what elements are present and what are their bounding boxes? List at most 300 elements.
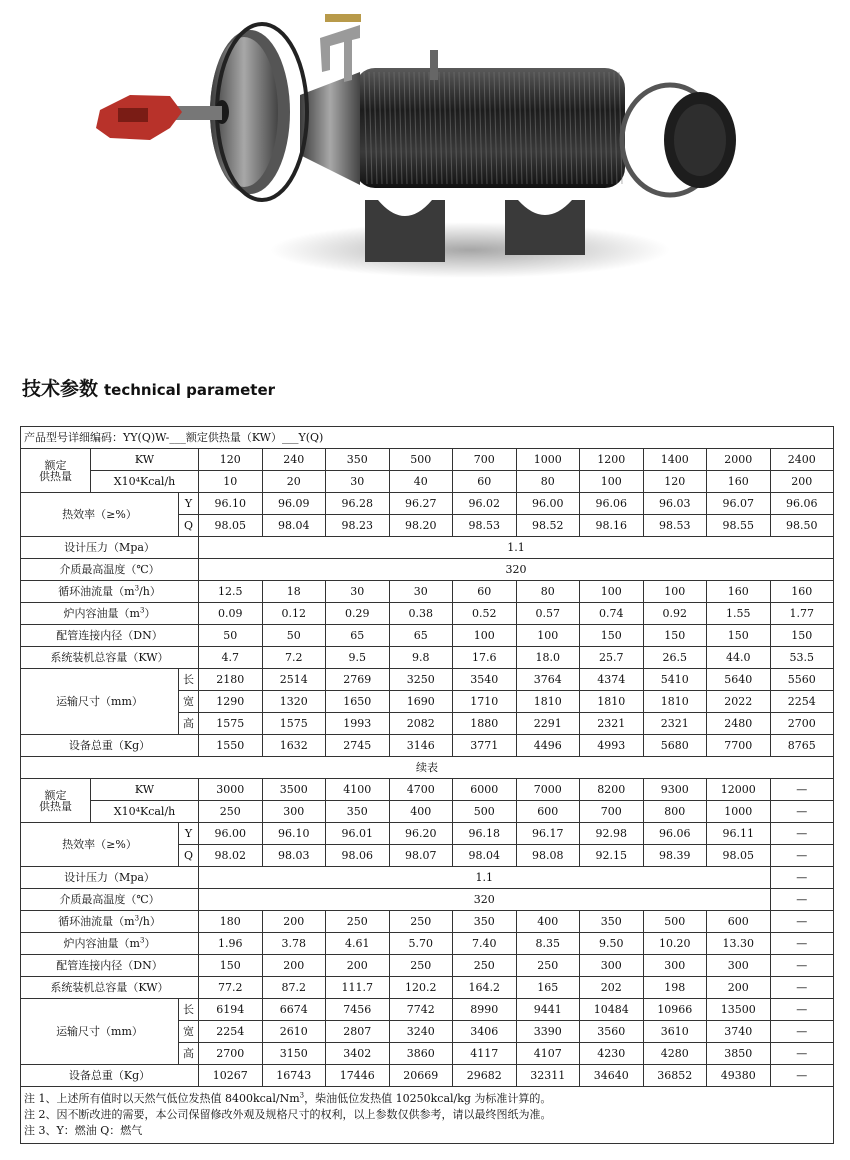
value-cell: 350 [326,449,390,471]
value-cell: 100 [453,625,517,647]
unit-kw: KW [91,449,199,471]
value-cell: 0.74 [580,603,644,625]
label-text: 循环油流量（m [58,585,135,598]
value-cell: 92.15 [580,845,644,867]
value-cell: 0.12 [262,603,326,625]
value-cell: 98.16 [580,515,644,537]
superscript: 3 [134,584,140,593]
value-cell: 250 [326,911,390,933]
value-cell: 150 [643,625,707,647]
value-cell: 200 [770,471,834,493]
value-cell: 92.98 [580,823,644,845]
value-cell: 2254 [199,1021,263,1043]
value-cell: 3560 [580,1021,644,1043]
value-cell: 2745 [326,735,390,757]
value-cell: — [770,823,834,845]
value-cell: 300 [580,955,644,977]
dim-height: 高 [179,1043,199,1065]
rated-heat-label [21,449,91,493]
value-cell: 96.01 [326,823,390,845]
value-cell: — [770,889,834,911]
value-cell: 2291 [516,713,580,735]
value-cell: 500 [453,801,517,823]
value-cell: 96.09 [262,493,326,515]
value-cell: 2514 [262,669,326,691]
value-cell: 13500 [707,999,771,1021]
value-cell: 198 [643,977,707,999]
fuel-q: Q [179,515,199,537]
value-cell: 96.10 [199,493,263,515]
table-row [21,537,834,559]
value-cell: 120.2 [389,977,453,999]
value-cell: 4107 [516,1043,580,1065]
value-cell: 0.29 [326,603,390,625]
value-cell: 1200 [580,449,644,471]
value-cell: 30 [389,581,453,603]
value-cell: 96.20 [389,823,453,845]
note-1 [24,1091,833,1107]
oil-label [21,933,199,955]
heading-en: technical parameter [104,381,276,399]
value-cell: 8.35 [516,933,580,955]
note-2: 注 2、因不断改进的需要，本公司保留修改外观及规格尺寸的权利，以上参数仅供参考，请以最终图纸为准。 [24,1108,552,1121]
value-cell: 1632 [262,735,326,757]
value-cell: 98.06 [326,845,390,867]
value-cell: 53.5 [770,647,834,669]
value-cell: 350 [326,801,390,823]
efficiency-label: 热效率（≥%） [21,823,179,867]
heading-cn: 技术参数 [22,378,99,400]
value-cell: 164.2 [453,977,517,999]
value-cell: 2321 [580,713,644,735]
rated-heat-line2: 供热量 [39,469,72,483]
value-cell: 3000 [199,779,263,801]
value-cell: 160 [707,581,771,603]
value-cell: 98.53 [643,515,707,537]
value-cell: 7742 [389,999,453,1021]
label-text: 炉内容油量（m [63,937,140,950]
value-cell: 2807 [326,1021,390,1043]
value-cell: 10966 [643,999,707,1021]
value-cell: 200 [707,977,771,999]
value-cell: 16743 [262,1065,326,1087]
value-cell: 2769 [326,669,390,691]
label-text: /h） [139,915,161,928]
value-cell: 600 [707,911,771,933]
size-label: 运输尺寸（mm） [21,669,179,735]
value-cell: — [770,933,834,955]
table-row [21,757,834,779]
value-cell: 96.17 [516,823,580,845]
value-cell: 29682 [453,1065,517,1087]
value-cell: 0.92 [643,603,707,625]
value-cell: 3850 [707,1043,771,1065]
value-cell: 4496 [516,735,580,757]
value-cell: 49380 [707,1065,771,1087]
value-cell: 500 [643,911,707,933]
value-cell: 26.5 [643,647,707,669]
value-cell: 30 [326,471,390,493]
value-cell: — [770,1021,834,1043]
table-row [21,999,834,1021]
value-cell: 12.5 [199,581,263,603]
value-cell: 3764 [516,669,580,691]
rated-heat-line2: 供热量 [39,799,72,813]
cone [300,72,360,185]
section-heading [22,374,275,401]
value-cell: 98.02 [199,845,263,867]
note-3: 注 3、Y：燃油 Q：燃气 [24,1124,143,1137]
value-cell: 0.09 [199,603,263,625]
dim-length: 长 [179,999,199,1021]
heater-product-illustration [0,0,850,330]
value-cell: 1880 [453,713,517,735]
value-cell: 250 [199,801,263,823]
value-cell: 10484 [580,999,644,1021]
value-cell: 3500 [262,779,326,801]
value-cell: 240 [262,449,326,471]
value-cell: 96.07 [707,493,771,515]
value-cell: 1810 [580,691,644,713]
label-text: ） [144,607,156,620]
value-cell: 350 [453,911,517,933]
size-label: 运输尺寸（mm） [21,999,179,1065]
value-cell: 65 [389,625,453,647]
value-cell: 150 [770,625,834,647]
value-cell: 1.77 [770,603,834,625]
superscript: 3 [139,936,145,945]
value-cell: 1810 [516,691,580,713]
value-cell: 500 [389,449,453,471]
value-cell: 60 [453,471,517,493]
value-cell: 80 [516,471,580,493]
table-row [21,427,834,449]
rated-heat-label [21,779,91,823]
value-cell: 3146 [389,735,453,757]
value-cell: 9300 [643,779,707,801]
value-cell: 1550 [199,735,263,757]
continued-label: 续表 [21,757,834,779]
value-cell: 4100 [326,779,390,801]
value-cell: 98.07 [389,845,453,867]
value-cell: 1.96 [199,933,263,955]
value-cell: 2400 [770,449,834,471]
value-cell: 250 [516,955,580,977]
value-cell: 8765 [770,735,834,757]
efficiency-label: 热效率（≥%） [21,493,179,537]
value-cell: 2022 [707,691,771,713]
table-row [21,735,834,757]
value-cell: 1710 [453,691,517,713]
value-cell: 96.28 [326,493,390,515]
superscript: 3 [134,914,140,923]
value-cell: 18 [262,581,326,603]
flow-label [21,581,199,603]
dim-length: 长 [179,669,199,691]
value-cell: 150 [707,625,771,647]
value-cell: 7.2 [262,647,326,669]
pressure-value: 1.1 [199,867,771,889]
value-cell: 2180 [199,669,263,691]
value-cell: 2254 [770,691,834,713]
value-cell: 98.39 [643,845,707,867]
value-cell: 4374 [580,669,644,691]
value-cell: 7456 [326,999,390,1021]
table-row [21,581,834,603]
table-row [21,933,834,955]
value-cell: 96.00 [516,493,580,515]
pressure-label: 设计压力（Mpa） [21,537,199,559]
value-cell: 1290 [199,691,263,713]
table-row [21,779,834,801]
value-cell: 180 [199,911,263,933]
pipe-label: 配管连接内径（DN） [21,955,199,977]
table-row [21,1065,834,1087]
temp-label: 介质最高温度（℃） [21,559,199,581]
value-cell: 100 [580,471,644,493]
value-cell: 98.05 [199,515,263,537]
value-cell: 5680 [643,735,707,757]
value-cell: 6194 [199,999,263,1021]
value-cell: 96.06 [770,493,834,515]
note-text: 注 1、上述所有值时以天然气低位发热值 8400kcal/Nm [24,1092,300,1105]
value-cell: 2700 [770,713,834,735]
value-cell: 50 [199,625,263,647]
value-cell: — [770,955,834,977]
value-cell: 3.78 [262,933,326,955]
unit-kcal: X10⁴Kcal/h [91,471,199,493]
value-cell: 300 [262,801,326,823]
value-cell: 5560 [770,669,834,691]
value-cell: 7.40 [453,933,517,955]
value-cell: 3540 [453,669,517,691]
value-cell: 1320 [262,691,326,713]
value-cell: 98.52 [516,515,580,537]
table-row [21,911,834,933]
value-cell: 77.2 [199,977,263,999]
pressure-value: 1.1 [199,537,834,559]
flow-label [21,911,199,933]
value-cell: — [770,911,834,933]
value-cell: 12000 [707,779,771,801]
top-manifold [320,25,360,82]
value-cell: — [770,867,834,889]
value-cell: 250 [389,911,453,933]
value-cell: — [770,1043,834,1065]
value-cell: 36852 [643,1065,707,1087]
table-row [21,471,834,493]
value-cell: 3610 [643,1021,707,1043]
value-cell: 120 [643,471,707,493]
value-cell: 3240 [389,1021,453,1043]
value-cell: 10 [199,471,263,493]
value-cell: 0.52 [453,603,517,625]
value-cell: 160 [770,581,834,603]
value-cell: — [770,845,834,867]
value-cell: 1810 [643,691,707,713]
value-cell: 200 [326,955,390,977]
value-cell: 300 [707,955,771,977]
label-text: 循环油流量（m [58,915,135,928]
value-cell: 4.7 [199,647,263,669]
temp-value: 320 [199,889,771,911]
value-cell: 5640 [707,669,771,691]
value-cell: 0.57 [516,603,580,625]
table-row [21,449,834,471]
value-cell: 98.04 [453,845,517,867]
value-cell: 4117 [453,1043,517,1065]
note-text: ，柴油低位发热值 10250kcal/kg 为标准计算的。 [304,1092,552,1105]
pipe-label: 配管连接内径（DN） [21,625,199,647]
value-cell: 98.50 [770,515,834,537]
value-cell: 0.38 [389,603,453,625]
value-cell: 800 [643,801,707,823]
value-cell: 3150 [262,1043,326,1065]
unit-kcal: X10⁴Kcal/h [91,801,199,823]
value-cell: 13.30 [707,933,771,955]
value-cell: 3860 [389,1043,453,1065]
value-cell: 18.0 [516,647,580,669]
value-cell: 17446 [326,1065,390,1087]
value-cell: 120 [199,449,263,471]
value-cell: 4700 [389,779,453,801]
value-cell: 1650 [326,691,390,713]
value-cell: 3402 [326,1043,390,1065]
value-cell: 100 [580,581,644,603]
value-cell: 98.55 [707,515,771,537]
unit-kw: KW [91,779,199,801]
table-row [21,889,834,911]
value-cell: 96.18 [453,823,517,845]
value-cell: — [770,779,834,801]
support-saddle-left [365,200,445,262]
value-cell: 98.08 [516,845,580,867]
superscript: 3 [139,606,145,615]
value-cell: 1575 [199,713,263,735]
value-cell: 150 [580,625,644,647]
temp-label: 介质最高温度（℃） [21,889,199,911]
value-cell: 9.8 [389,647,453,669]
capacity-label: 系统装机总容量（KW） [21,977,199,999]
value-cell: 100 [643,581,707,603]
value-cell: 1575 [262,713,326,735]
value-cell: 6000 [453,779,517,801]
value-cell: 5.70 [389,933,453,955]
value-cell: 30 [326,581,390,603]
value-cell: 96.06 [580,493,644,515]
support-saddle-right [505,200,585,255]
table-row [21,603,834,625]
value-cell: 1993 [326,713,390,735]
value-cell: — [770,977,834,999]
pressure-label: 设计压力（Mpa） [21,867,199,889]
label-text: /h） [139,585,161,598]
value-cell: 165 [516,977,580,999]
value-cell: 96.11 [707,823,771,845]
dim-height: 高 [179,713,199,735]
value-cell: 9441 [516,999,580,1021]
value-cell: — [770,801,834,823]
value-cell: 350 [580,911,644,933]
value-cell: 98.03 [262,845,326,867]
value-cell: 4993 [580,735,644,757]
table-row [21,823,834,845]
capacity-label: 系统装机总容量（KW） [21,647,199,669]
value-cell: 40 [389,471,453,493]
value-cell: 10.20 [643,933,707,955]
table-row [21,801,834,823]
value-cell: 202 [580,977,644,999]
value-cell: 32311 [516,1065,580,1087]
value-cell: 3406 [453,1021,517,1043]
dim-width: 宽 [179,691,199,713]
value-cell: 2321 [643,713,707,735]
temp-value: 320 [199,559,834,581]
weight-label: 设备总重（Kg） [21,1065,199,1087]
value-cell: 96.10 [262,823,326,845]
value-cell: 17.6 [453,647,517,669]
fuel-y: Y [179,823,199,845]
value-cell: 87.2 [262,977,326,999]
value-cell: 4.61 [326,933,390,955]
value-cell: 96.06 [643,823,707,845]
table-row [21,493,834,515]
value-cell: 96.00 [199,823,263,845]
value-cell: 2082 [389,713,453,735]
value-cell: 96.02 [453,493,517,515]
value-cell: 98.05 [707,845,771,867]
dim-width: 宽 [179,1021,199,1043]
value-cell: 3740 [707,1021,771,1043]
table-row [21,669,834,691]
value-cell: 1000 [516,449,580,471]
value-cell: 2700 [199,1043,263,1065]
value-cell: 25.7 [580,647,644,669]
value-cell: 4280 [643,1043,707,1065]
value-cell: 8200 [580,779,644,801]
table-row [21,625,834,647]
value-cell: 3390 [516,1021,580,1043]
value-cell: 44.0 [707,647,771,669]
value-cell: 3771 [453,735,517,757]
value-cell: 98.20 [389,515,453,537]
value-cell: 6674 [262,999,326,1021]
table-row [21,977,834,999]
floor-shadow [270,222,670,278]
value-cell: 400 [516,911,580,933]
value-cell: 9.50 [580,933,644,955]
value-cell: 98.04 [262,515,326,537]
oil-label [21,603,199,625]
value-cell: 150 [199,955,263,977]
technical-parameter-table [20,426,834,1144]
value-cell: 600 [516,801,580,823]
value-cell: 4230 [580,1043,644,1065]
value-cell: 8990 [453,999,517,1021]
rated-heat-line1: 额定 [44,458,67,472]
value-cell: 98.53 [453,515,517,537]
value-cell: 96.03 [643,493,707,515]
value-cell: 34640 [580,1065,644,1087]
rated-heat-line1: 额定 [44,788,67,802]
value-cell: 80 [516,581,580,603]
value-cell: 20669 [389,1065,453,1087]
table-row [21,867,834,889]
value-cell: 65 [326,625,390,647]
value-cell: 100 [516,625,580,647]
value-cell: 60 [453,581,517,603]
value-cell: 160 [707,471,771,493]
